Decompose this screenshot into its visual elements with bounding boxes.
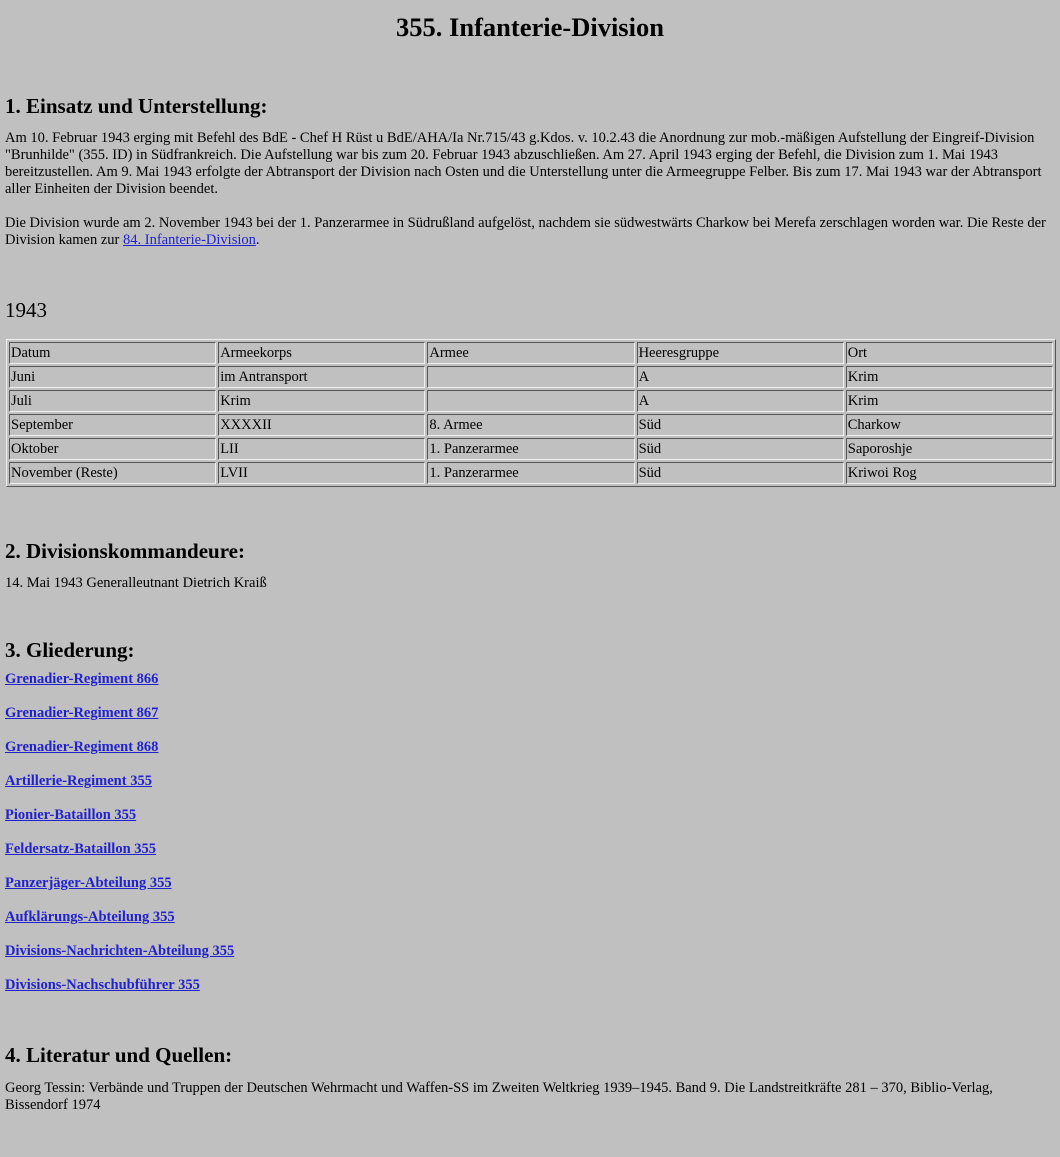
table-cell	[427, 390, 634, 412]
table-row	[9, 462, 1053, 484]
table-header-row	[9, 342, 1053, 364]
table-cell: Krim	[846, 390, 1053, 412]
table-cell: Kriwoi Rog	[846, 462, 1053, 484]
table-cell: Juni	[9, 366, 216, 388]
table-row	[9, 390, 1053, 412]
gliederung-item	[5, 909, 1055, 926]
table-cell: 1. Panzerarmee	[427, 438, 634, 460]
einsatz-paragraph-2-end: .	[255, 232, 260, 248]
header-ort: Ort	[846, 342, 1053, 364]
table-cell: Saporoshje	[846, 438, 1053, 460]
gliederung-item	[5, 671, 1055, 688]
table-cell: XXXXII	[218, 414, 425, 436]
link-pionier-bataillon-355[interactable]: Pionier-Bataillon 355	[5, 807, 137, 823]
table-cell: Krim	[846, 366, 1053, 388]
table-row	[9, 414, 1053, 436]
table-cell: Süd	[637, 438, 844, 460]
link-feldersatz-bataillon-355[interactable]: Feldersatz-Bataillon 355	[5, 841, 157, 857]
gliederung-item	[5, 807, 1055, 824]
table-cell: LVII	[218, 462, 425, 484]
link-panzerjaeger-abteilung-355[interactable]: Panzerjäger-Abteilung 355	[5, 875, 172, 891]
gliederung-item	[5, 977, 1055, 994]
section-heading-gliederung: 3. Gliederung:	[5, 638, 135, 662]
gliederung-item	[5, 841, 1055, 858]
gliederung-item	[5, 739, 1055, 756]
einsatz-paragraph-2-text: Die Division wurde am 2. November 1943 bei der 1. Panzerarmee in Südrußland aufgelöst, nachdem sie südwestwärts Charkow bei Merefa zerschlagen worden war. Die Reste der Division kamen zur	[5, 215, 1046, 248]
table-cell: im Antransport	[218, 366, 425, 388]
unterstellung-table	[6, 339, 1056, 487]
link-grenadier-regiment-868[interactable]: Grenadier-Regiment 868	[5, 739, 159, 755]
table-cell: LII	[218, 438, 425, 460]
table-cell: Krim	[218, 390, 425, 412]
table-cell: Oktober	[9, 438, 216, 460]
page-title: 355. Infanterie-Division	[396, 12, 664, 42]
gliederung-item	[5, 943, 1055, 960]
literatur-entry: Georg Tessin: Verbände und Truppen der Deutschen Wehrmacht und Waffen-SS im Zweiten Weltkrieg 1939–1945. Band 9. Die Landstreitkräfte 281 – 370, Biblio-Verlag, Bissendorf 1974	[5, 1080, 993, 1113]
table-cell	[427, 366, 634, 388]
table-cell: 1. Panzerarmee	[427, 462, 634, 484]
header-armeekorps: Armeekorps	[218, 342, 425, 364]
link-divisions-nachschubfuehrer-355[interactable]: Divisions-Nachschubführer 355	[5, 977, 200, 993]
table-cell: Süd	[637, 462, 844, 484]
gliederung-item	[5, 875, 1055, 892]
table-row	[9, 438, 1053, 460]
link-grenadier-regiment-867[interactable]: Grenadier-Regiment 867	[5, 705, 159, 721]
gliederung-item	[5, 705, 1055, 722]
link-aufklaerungs-abteilung-355[interactable]: Aufklärungs-Abteilung 355	[5, 909, 175, 925]
header-heeresgruppe: Heeresgruppe	[637, 342, 844, 364]
header-armee: Armee	[427, 342, 634, 364]
table-cell: November (Reste)	[9, 462, 216, 484]
gliederung-item	[5, 773, 1055, 790]
table-cell: September	[9, 414, 216, 436]
table-cell: 8. Armee	[427, 414, 634, 436]
table-cell: Süd	[637, 414, 844, 436]
link-divisions-nachrichten-abteilung-355[interactable]: Divisions-Nachrichten-Abteilung 355	[5, 943, 235, 959]
table-row	[9, 366, 1053, 388]
link-grenadier-regiment-866[interactable]: Grenadier-Regiment 866	[5, 671, 159, 687]
einsatz-paragraph-1: Am 10. Februar 1943 erging mit Befehl des BdE - Chef H Rüst u BdE/AHA/Ia Nr.715/43 g.Kdos. v. 10.2.43 die Anordnung zur mob.-mäßigen Aufstellung der Eingreif-Division "Brunhilde" (355. ID) in Südfrankreich. Die Aufstellung war bis zum 20. Februar 1943 abzuschließen. Am 27. April 1943 erging der Befehl, die Division zum 1. Mai 1943 bereitzustellen. Am 9. Mai 1943 erfolgte der Abtransport der Division nach Osten und die Unterstellung unter die Armeegruppe Felber. Bis zum 17. Mai 1943 war der Abtransport aller Einheiten der Division beendet.	[5, 130, 1042, 197]
header-datum: Datum	[9, 342, 216, 364]
kommandeur-entry: 14. Mai 1943 Generalleutnant Dietrich Kraiß	[5, 575, 267, 591]
table-cell: Juli	[9, 390, 216, 412]
section-heading-literatur: 4. Literatur und Quellen:	[5, 1043, 233, 1067]
table-cell: A	[637, 366, 844, 388]
link-84-infanterie-division[interactable]: 84. Infanterie-Division	[123, 232, 256, 248]
link-artillerie-regiment-355[interactable]: Artillerie-Regiment 355	[5, 773, 152, 789]
table-cell: A	[637, 390, 844, 412]
section-heading-kommandeure: 2. Divisionskommandeure:	[5, 539, 245, 563]
section-heading-einsatz: 1. Einsatz und Unterstellung:	[5, 94, 268, 118]
einsatz-paragraph-2	[5, 215, 1055, 249]
year-heading: 1943	[5, 298, 47, 322]
table-cell: Charkow	[846, 414, 1053, 436]
